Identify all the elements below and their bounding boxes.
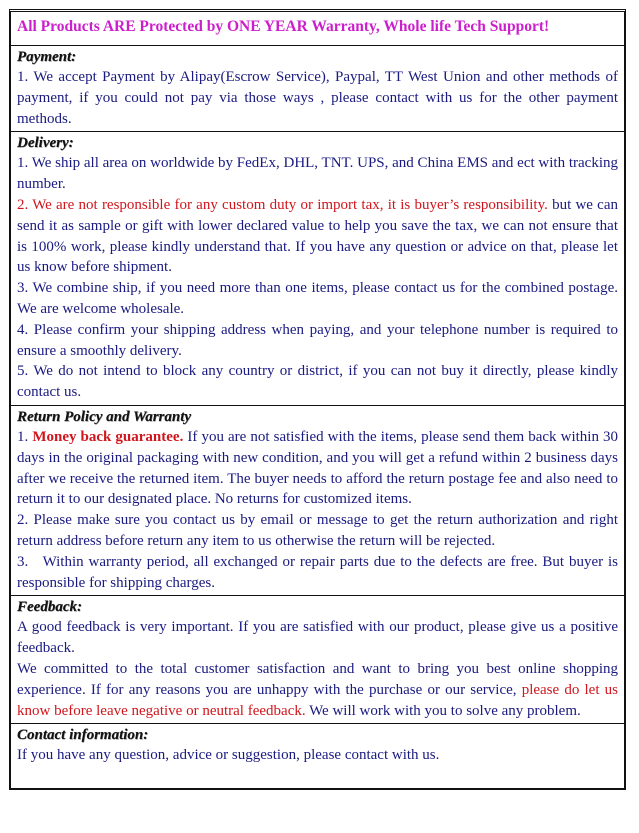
paragraph: 5. We do not intend to block any country or district, if you can not buy it directly, please kindly contact us.	[17, 363, 618, 401]
section-title: Return Policy and Warranty	[17, 408, 192, 425]
text: 1.	[17, 428, 33, 445]
text: If you are not satisfied with the items, please send them back within 30 days in the original packaging with new condition, and you will get a refund within 2 business days after we receive the returned item. The buyer needs to afford the return postage fee and also need to return it to our designated place. No returns for customized items.	[17, 428, 619, 508]
paragraph: 3. We combine ship, if you need more than one items, please contact us for the combined postage. We are welcome wholesale.	[17, 280, 618, 317]
contact-section	[11, 723, 624, 788]
warranty-banner: All Products ARE Protected by ONE YEAR Warranty, Whole life Tech Support!	[17, 18, 550, 35]
paragraph: 1. We ship all area on worldwide by FedEx, DHL, TNT. UPS, and China EMS and ect with tracking number.	[17, 155, 618, 193]
paragraph	[17, 659, 618, 721]
highlight-text: Money back guarantee.	[32, 428, 184, 445]
paragraph: A good feedback is very important. If you are satisfied with our product, please give us a positive feedback.	[17, 619, 618, 657]
policy-table	[9, 9, 626, 790]
paragraph: 2. Please make sure you contact us by email or message to get the return authorization and right return address before return any item to us otherwise the return will be rejected.	[17, 512, 618, 549]
paragraph	[17, 427, 618, 510]
payment-section	[11, 45, 624, 131]
paragraph	[17, 195, 618, 278]
paragraph: 3. Within warranty period, all exchanged or repair parts due to the defects are free. But buyer is responsible for shipping charges.	[17, 553, 622, 591]
return-section	[11, 405, 624, 595]
feedback-section	[11, 595, 624, 723]
paragraph: If you have any question, advice or suggestion, please contact with us.	[17, 747, 440, 764]
highlight-text: please do let us know before leave negative or neutral feedback.	[17, 681, 619, 719]
highlight-text: 2. We are not responsible for any custom duty or import tax, it is buyer’s responsibility.	[17, 196, 548, 213]
delivery-section	[11, 131, 624, 405]
paragraph: 4. Please confirm your shipping address when paying, and your telephone number is required to ensure a smoothly delivery.	[17, 321, 618, 359]
section-title: Delivery:	[17, 135, 74, 152]
text: We committed to the total customer satisfaction and want to bring you best online shopping experience. If for any reasons you are unhappy with the purchase or our service,	[17, 660, 618, 698]
text: We will work with you to solve any problem.	[305, 702, 581, 719]
text: but we can send it as sample or gift with lower declared value to help you save the tax, we can not ensure that is 100% work, please kindly understand that. If you have any question or advice on that, please let us know before shipment.	[17, 196, 618, 276]
section-title: Feedback:	[17, 599, 82, 616]
section-title: Contact information:	[17, 727, 149, 744]
section-title: Payment:	[17, 49, 77, 65]
paragraph: 1. We accept Payment by Alipay(Escrow Service), Paypal, TT West Union and other methods of payment, if you could not pay via those ways , please contact with us for the other payment methods.	[17, 69, 618, 127]
